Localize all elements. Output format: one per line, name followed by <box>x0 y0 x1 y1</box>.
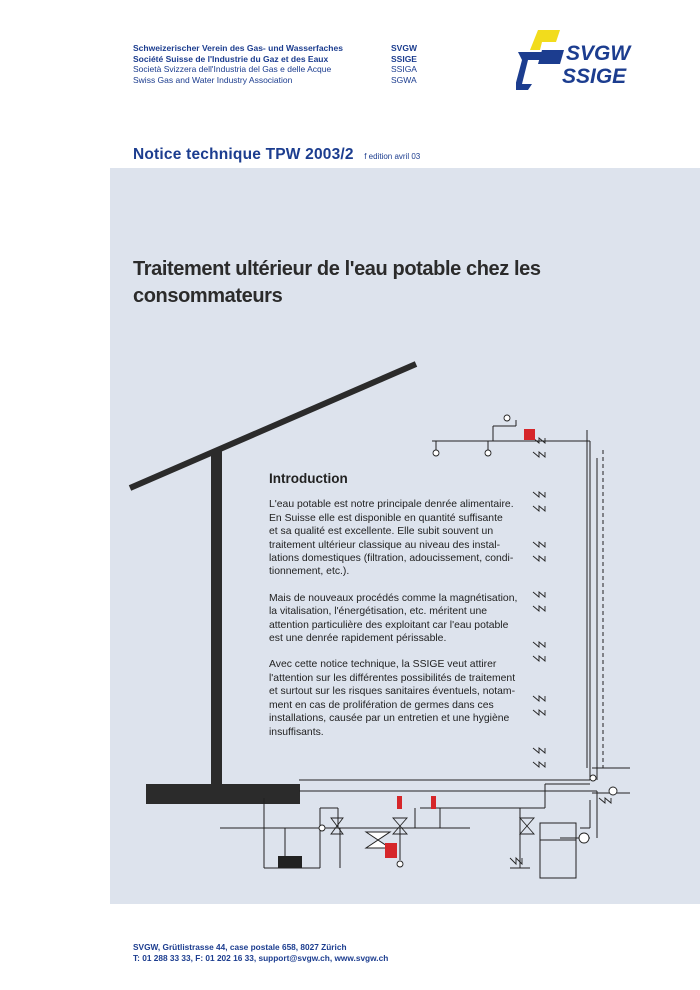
introduction-paragraph: Avec cette notice technique, la SSIGE veut attirer l'attention sur les différentes possibilités de traitement et surtout sur les risques sanitaires éventuels, notam- ment en cas de prolifération de germes dans ces installations, causée par un entretien et une hygiène insuffisants. <box>269 659 516 738</box>
red-component <box>385 843 397 858</box>
introduction-paragraph: Mais de nouveaux procédés comme la magnétisation, la vitalisation, l'énergétisation, etc. méritent une attention particulière des exploitant car l'eau potable est une denrée rapidement périssable. <box>269 592 518 645</box>
footer-contact <box>133 942 388 964</box>
organisation-abbr: SVGW <box>391 43 417 53</box>
organisation-name: Société Suisse de l'Industrie du Gaz et des Eaux <box>133 53 329 64</box>
logo-text-line1: SVGW <box>566 42 631 65</box>
logo-blue-band <box>538 50 564 64</box>
wall <box>211 451 222 784</box>
organisation-abbr: SSIGE <box>391 53 417 64</box>
red-component <box>397 796 402 809</box>
logo-blue-shape <box>516 52 542 90</box>
logo-yellow-shape <box>530 30 560 50</box>
svgw-logo <box>516 28 656 90</box>
organisation-row <box>133 54 417 65</box>
notice-title: Notice technique TPW 2003/2 <box>133 146 354 163</box>
roof-line <box>130 364 416 488</box>
organisation-row <box>133 64 417 75</box>
organisation-abbr: SGWA <box>391 74 417 85</box>
introduction-section <box>269 472 559 752</box>
organisation-row <box>133 43 417 54</box>
footer-address: SVGW, Grütlistrasse 44, case postale 658, 8027 Zürich <box>133 942 347 952</box>
introduction-heading: Introduction <box>269 471 348 486</box>
notice-line <box>133 146 420 164</box>
document-title: Traitement ultérieur de l'eau potable chez les consommateurs <box>133 258 541 307</box>
introduction-paragraph: L'eau potable est notre principale denrée alimentaire. En Suisse elle est disponible en quantité suffisante et sa qualité est excellente. Elle subit souvent un traitement ultérieur classique au niveau des instal- lations domestiques (filtration, adoucissement, condi- tionnement, etc.). <box>269 499 514 578</box>
organisation-abbr: SSIGA <box>391 64 417 74</box>
organisation-name: Swiss Gas and Water Industry Association <box>133 74 293 85</box>
organisation-row <box>133 75 417 86</box>
red-component <box>524 429 535 440</box>
footer-phone-web: T: 01 288 33 33, F: 01 202 16 33, support@svgw.ch, www.svgw.ch <box>133 953 389 963</box>
treatment-unit <box>278 856 302 868</box>
organisation-block <box>133 43 417 85</box>
organisation-name: Schweizerischer Verein des Gas- und Wasserfaches <box>133 43 343 53</box>
red-component <box>431 796 436 809</box>
logo-text-line2: SSIGE <box>562 65 627 88</box>
organisation-name: Società Svizzera dell'Industria del Gas e delle Acque <box>133 64 332 74</box>
notice-edition: f edition avril 03 <box>364 152 421 161</box>
floor-slab <box>146 784 300 804</box>
